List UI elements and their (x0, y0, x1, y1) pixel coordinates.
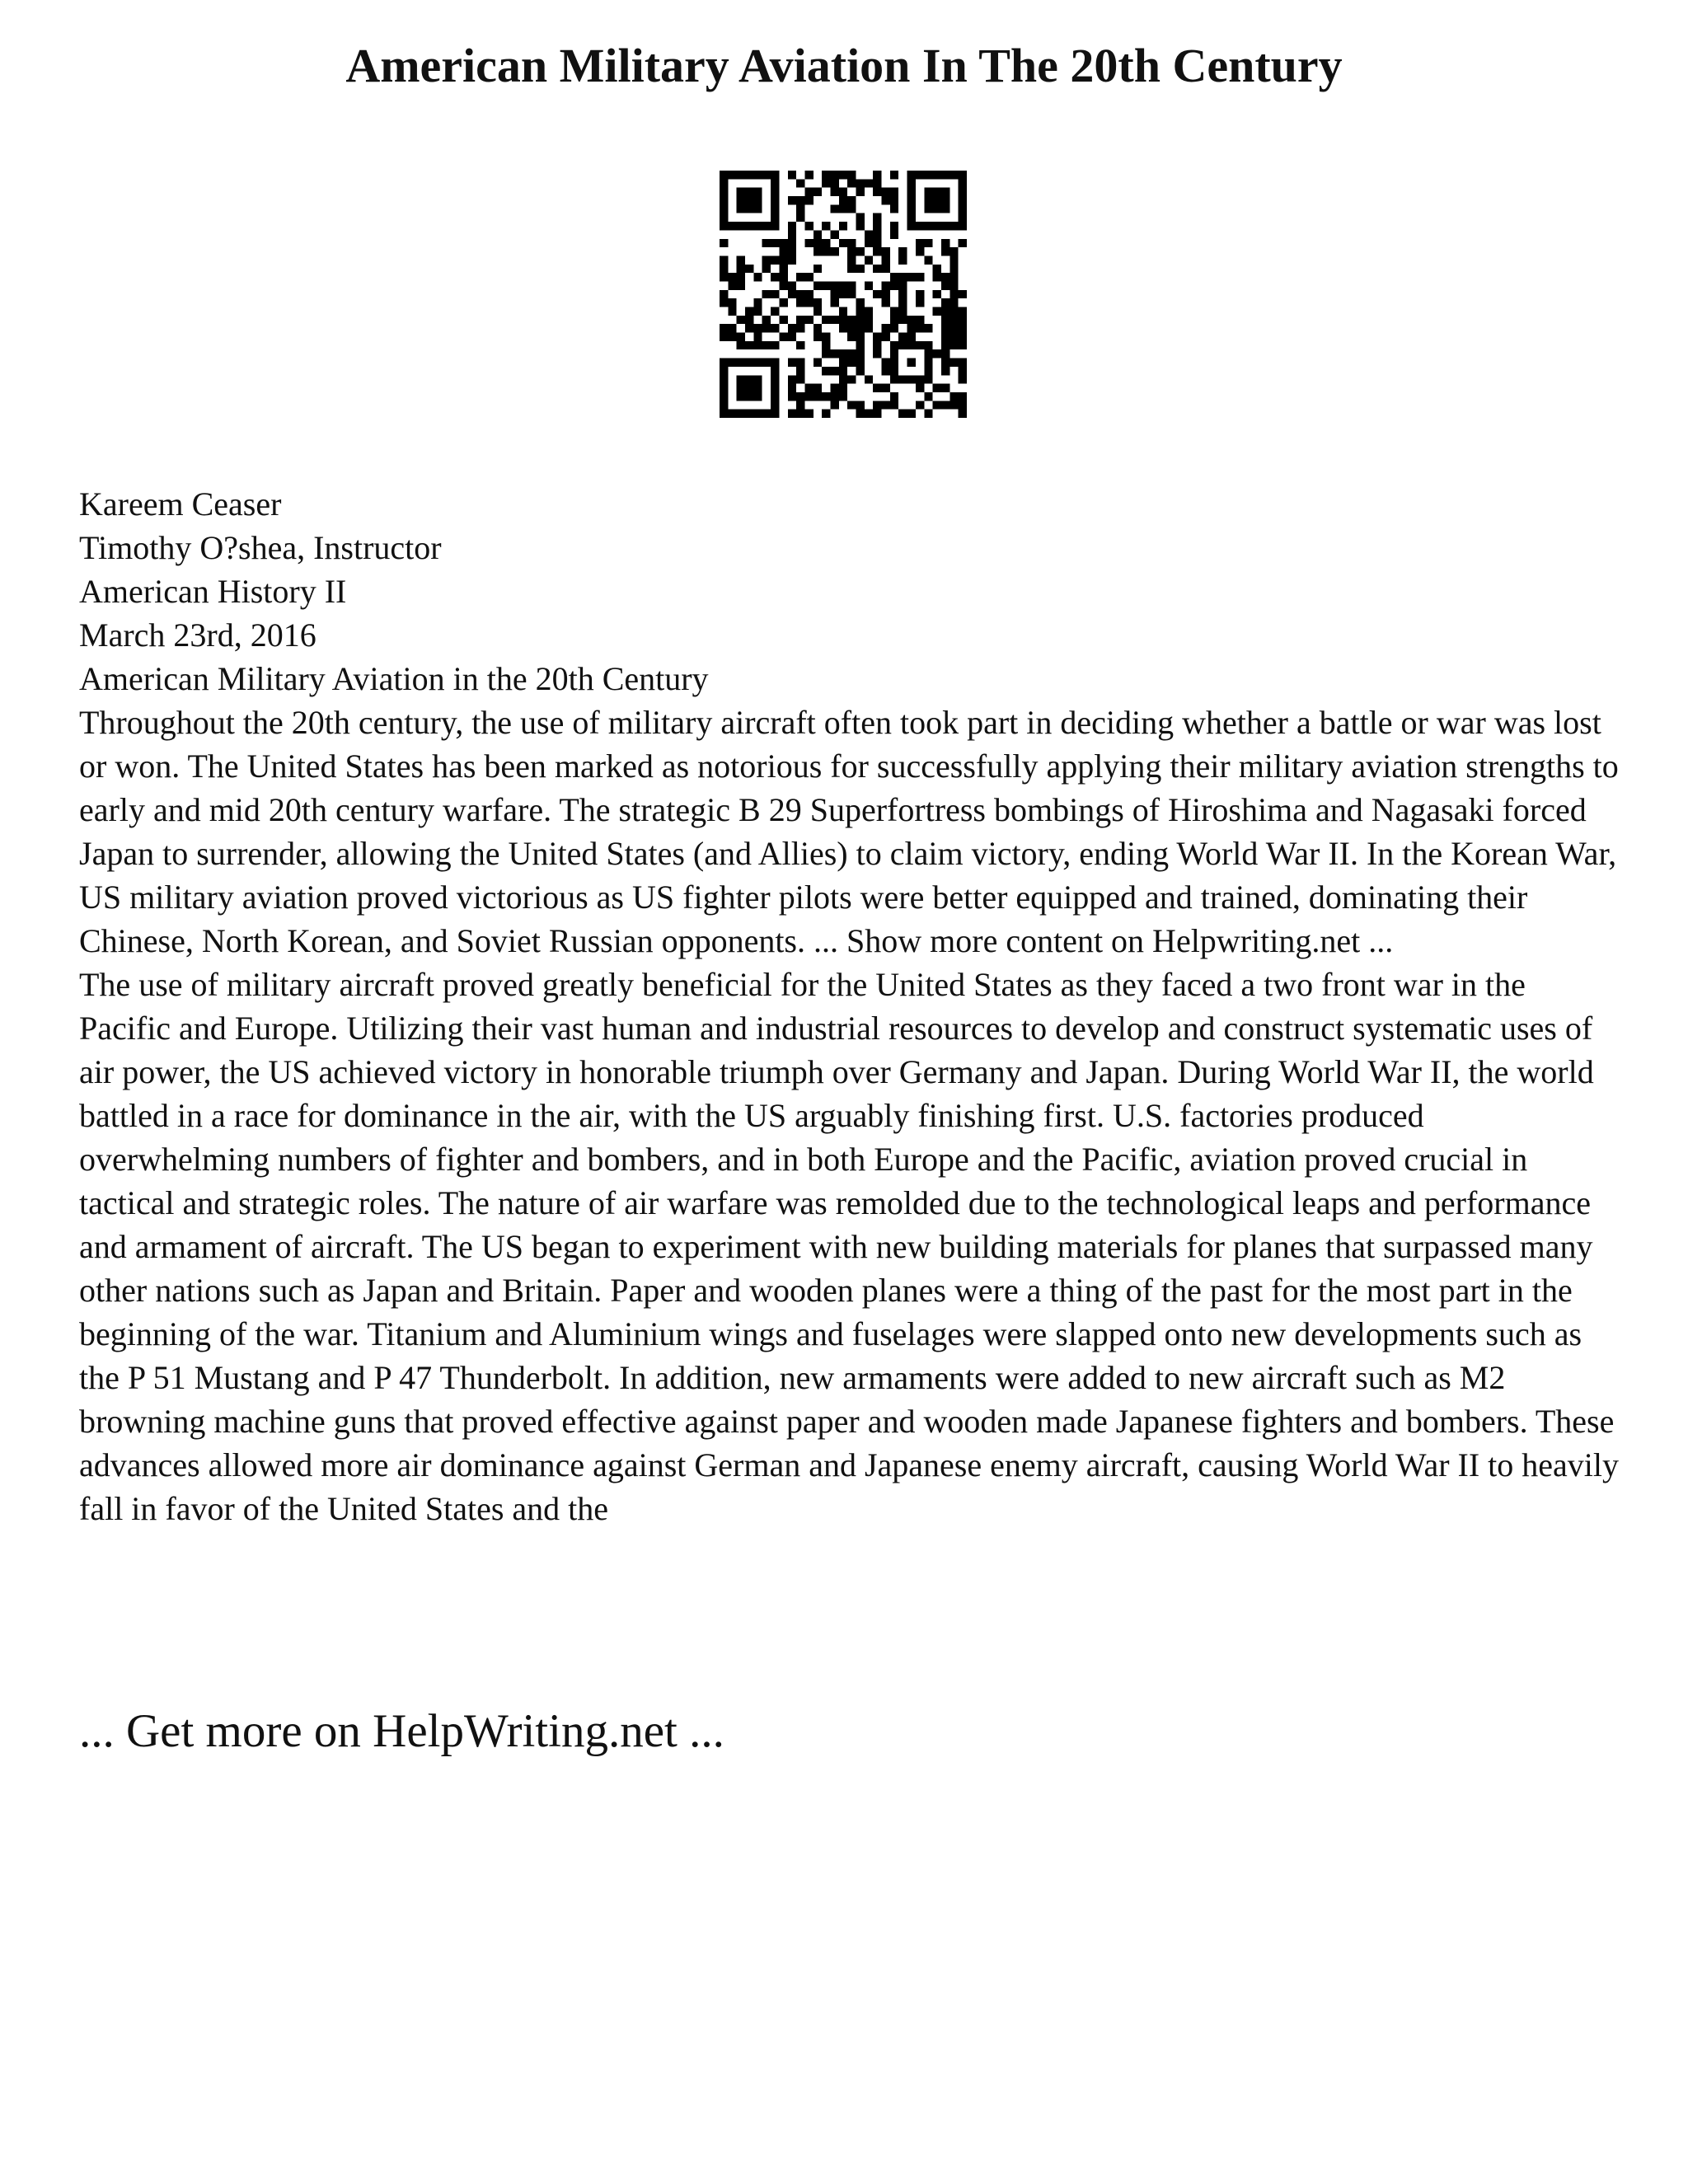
document-body (79, 482, 1620, 1530)
author-name: Kareem Ceaser (79, 485, 282, 523)
qr-code-icon (720, 171, 967, 418)
essay-date: March 23rd, 2016 (79, 616, 316, 654)
instructor-name: Timothy O?shea, Instructor (79, 529, 442, 566)
essay-title: American Military Aviation in the 20th Century (79, 660, 709, 697)
paragraph-1: Throughout the 20th century, the use of military aircraft often took part in deciding whether a battle or war was lost or won. The United States has been marked as notorious for successfully applying their military aviation strengths to early and mid 20th century warfare. The strategic B 29 Superfortress bombings of Hiroshima and Nagasaki forced Japan to surrender, allowing the United States (and Allies) to claim victory, ending World War II. In the Korean War, US military aviation proved victorious as US fighter pilots were better equipped and trained, dominating their Chinese, North Korean, and Soviet Russian opponents. ... Show more content on Helpwriting.net ... (79, 704, 1619, 959)
course-name: American History II (79, 573, 347, 610)
get-more-link[interactable]: ... Get more on HelpWriting.net ... (79, 1705, 724, 1757)
document-title: American Military Aviation In The 20th Century (345, 39, 1343, 92)
paragraph-2: The use of military aircraft proved greatly beneficial for the United States as they faced a two front war in the Pacific and Europe. Utilizing their vast human and industrial resources to develop and construct systematic uses of air power, the US achieved victory in honorable triumph over Germany and Japan. During World War II, the world battled in a race for dominance in the air, with the US arguably finishing first. U.S. factories produced overwhelming numbers of fighter and bombers, and in both Europe and the Pacific, aviation proved crucial in tactical and strategic roles. The nature of air warfare was remolded due to the technological leaps and performance and armament of aircraft. The US began to experiment with new building materials for planes that surpassed many other nations such as Japan and Britain. Paper and wooden planes were a thing of the past for the most part in the beginning of the war. Titanium and Aluminium wings and fuselages were slapped onto new developments such as the P 51 Mustang and P 47 Thunderbolt. In addition, new armaments were added to new aircraft such as M2 browning machine guns that proved effective against paper and wooden made Japanese fighters and bombers. These advances allowed more air dominance against German and Japanese enemy aircraft, causing World War II to heavily fall in favor of the United States and the (79, 966, 1620, 1527)
